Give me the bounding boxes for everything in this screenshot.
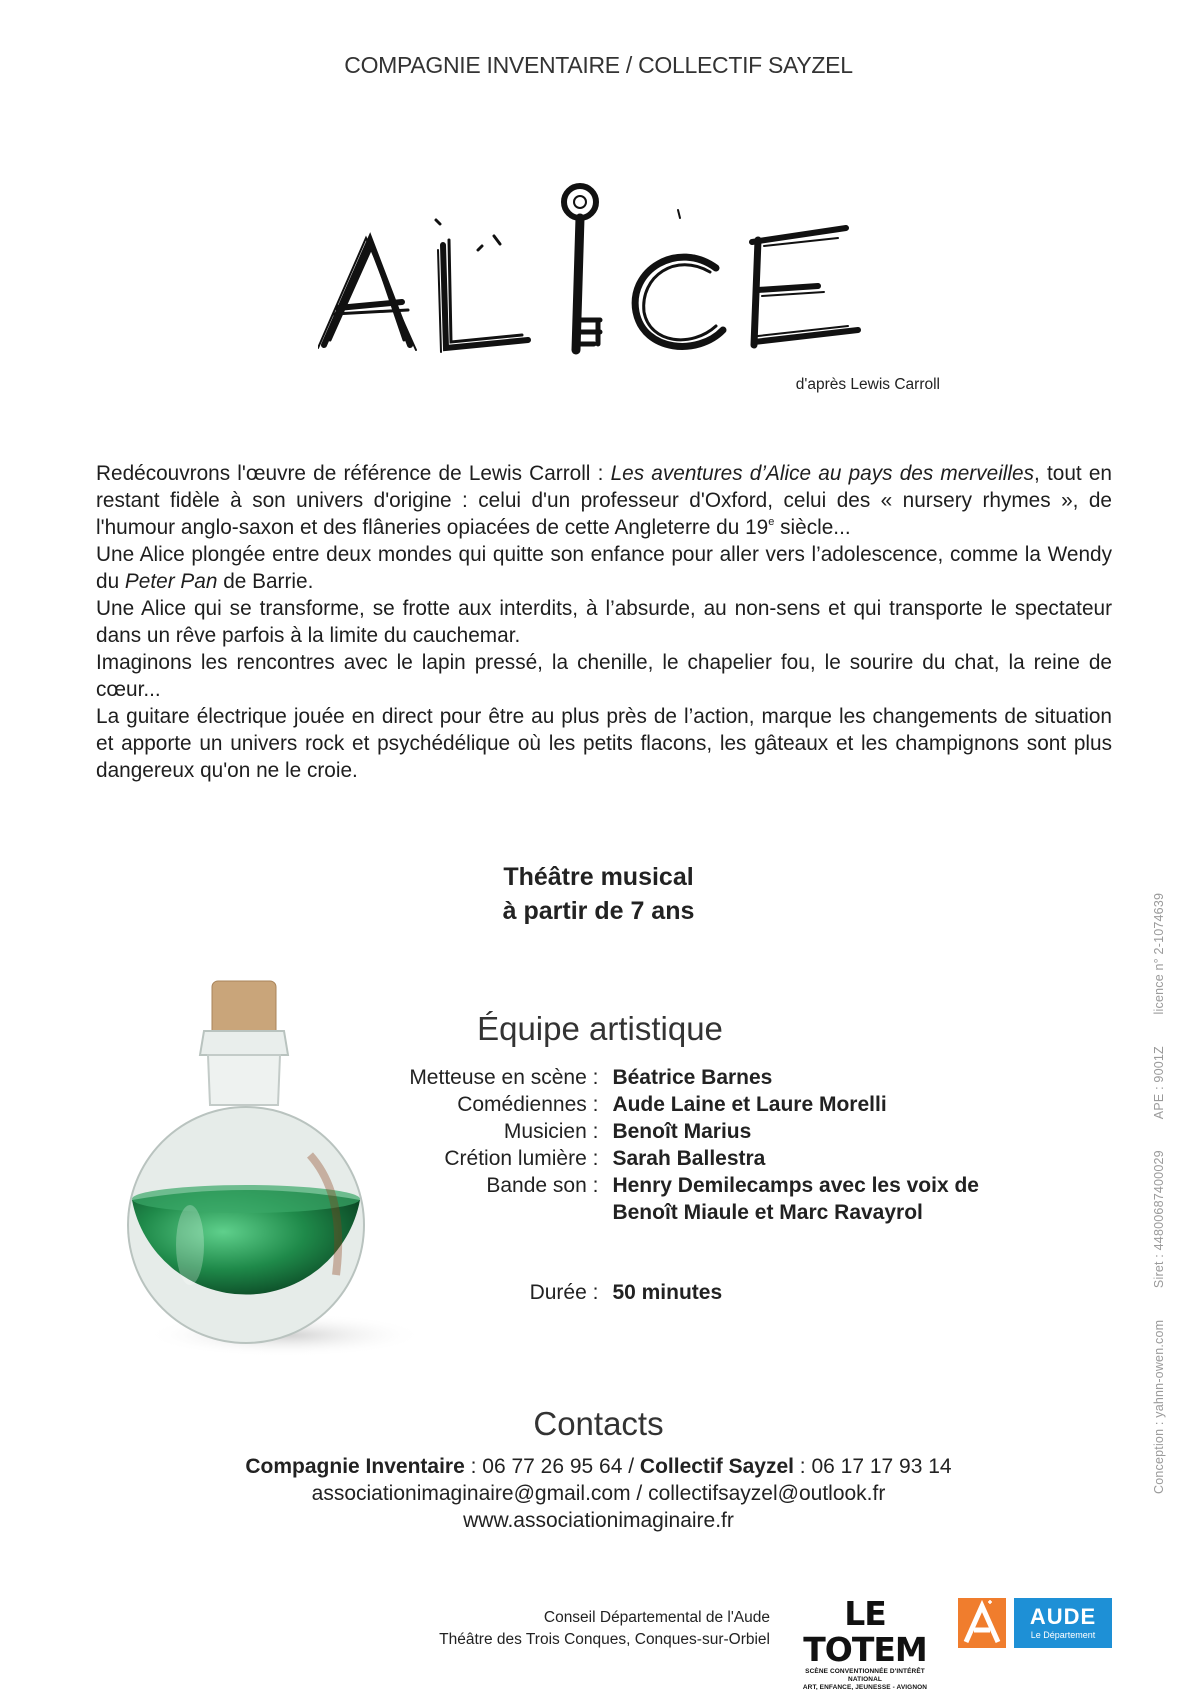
totem-name: LE TOTEM	[803, 1594, 927, 1669]
intro-paragraph-3: Une Alice qui se transforme, se frotte aux interdits, à l’absurde, au non-sens et qui transporte le spectateur dans un rêve parfois à la limite du cauchemar.	[96, 597, 1112, 647]
totem-line-1: SCÈNE CONVENTIONNÉE D'INTÉRÊT NATIONAL	[805, 1668, 925, 1683]
genre-block	[0, 860, 1197, 928]
contacts-website[interactable]: www.associationimaginaire.fr	[463, 1509, 734, 1532]
aude-subtitle: Le Département	[1030, 1630, 1096, 1640]
duration-row	[330, 1281, 1030, 1305]
contacts-phones: Compagnie Inventaire : 06 77 26 95 64 / Collectif Sayzel : 06 17 17 93 14	[245, 1455, 952, 1478]
crew-name: Aude Laine et Laure Morelli	[612, 1093, 887, 1116]
aude-a-logo-icon	[958, 1598, 1006, 1648]
intro-paragraph-5: La guitare électrique jouée en direct pour être au plus près de l’action, marque les changements de situation et apporte un univers rock et psychédélique où les petits flacons, les gâteaux et les champignons sont plus dangereux qu'on ne le croie.	[96, 705, 1112, 782]
ape-code: APE : 9001Z	[1152, 1046, 1166, 1120]
crew-list	[330, 1064, 1030, 1226]
intro-paragraph-4: Imaginons les rencontres avec le lapin pressé, la chenille, le chapelier fou, le sourire du chat, la reine de cœur...	[96, 651, 1112, 701]
crew-row	[330, 1172, 1030, 1226]
totem-line-2: ART, ENFANCE, JEUNESSE - AVIGNON	[802, 1684, 928, 1691]
contacts-emails[interactable]: associationimaginaire@gmail.com / collectifsayzel@outlook.fr	[311, 1482, 886, 1505]
crew-name: Béatrice Barnes	[612, 1066, 773, 1089]
team-title: Équipe artistique	[477, 1010, 723, 1047]
le-totem-logo	[790, 1594, 940, 1691]
legal-sidebar	[1152, 824, 1172, 1494]
alice-title-logo	[318, 180, 878, 380]
intro-text	[96, 460, 1112, 784]
company-header: COMPAGNIE INVENTAIRE / COLLECTIF SAYZEL	[344, 52, 853, 78]
aude-name: AUDE	[1029, 1604, 1097, 1629]
crew-row	[330, 1145, 1030, 1172]
contacts-block	[0, 1453, 1197, 1534]
partners-text	[360, 1607, 770, 1651]
crew-name: Henry Demilecamps avec les voix de Benoît Miaule et Marc Ravayrol	[612, 1174, 979, 1224]
crew-role: Bande son :	[486, 1174, 599, 1197]
aude-departement-logo	[1014, 1598, 1112, 1648]
contacts-title: Contacts	[533, 1405, 664, 1442]
crew-name: Sarah Ballestra	[612, 1147, 766, 1170]
crew-role: Comédiennes :	[457, 1093, 599, 1116]
intro-paragraph-2: Une Alice plongée entre deux mondes qui quitte son enfance pour aller vers l’adolescence, comme la Wendy du Peter Pan de Barrie.	[96, 543, 1112, 593]
genre-line-1: Théâtre musical	[503, 863, 694, 891]
crew-row	[330, 1064, 1030, 1091]
licence-number: licence n° 2-1074639	[1152, 892, 1166, 1015]
genre-line-2: à partir de 7 ans	[502, 897, 695, 925]
crew-role: Metteuse en scène :	[409, 1066, 599, 1089]
intro-paragraph-1: Redécouvrons l'œuvre de référence de Lewis Carroll : Les aventures d’Alice au pays des merveilles, tout en restant fidèle à son univers d'origine : celui d'un professeur d'Oxford, celui des « nursery rhymes », de l'humour anglo-saxon et des flâneries opiacées de cette Angleterre du 19e siècle...	[96, 462, 1112, 539]
duration-label: Durée :	[529, 1281, 599, 1304]
siret-number: Siret : 44800687400029	[1152, 1150, 1166, 1289]
crew-row	[330, 1118, 1030, 1145]
crew-role: Crétion lumière :	[444, 1147, 599, 1170]
crew-name: Benoît Marius	[612, 1120, 752, 1143]
alice-scribble-icon	[318, 180, 878, 380]
crew-role: Musicien :	[503, 1120, 599, 1143]
partner-line-2: Théâtre des Trois Conques, Conques-sur-Orbiel	[439, 1631, 770, 1648]
duration-value: 50 minutes	[612, 1281, 723, 1304]
crew-row	[330, 1091, 1030, 1118]
partner-line-1: Conseil Départemental de l'Aude	[543, 1609, 770, 1626]
conception-credit: Conception : yahnn-owen.com	[1152, 1319, 1166, 1494]
subtitle: d'après Lewis Carroll	[795, 376, 940, 393]
